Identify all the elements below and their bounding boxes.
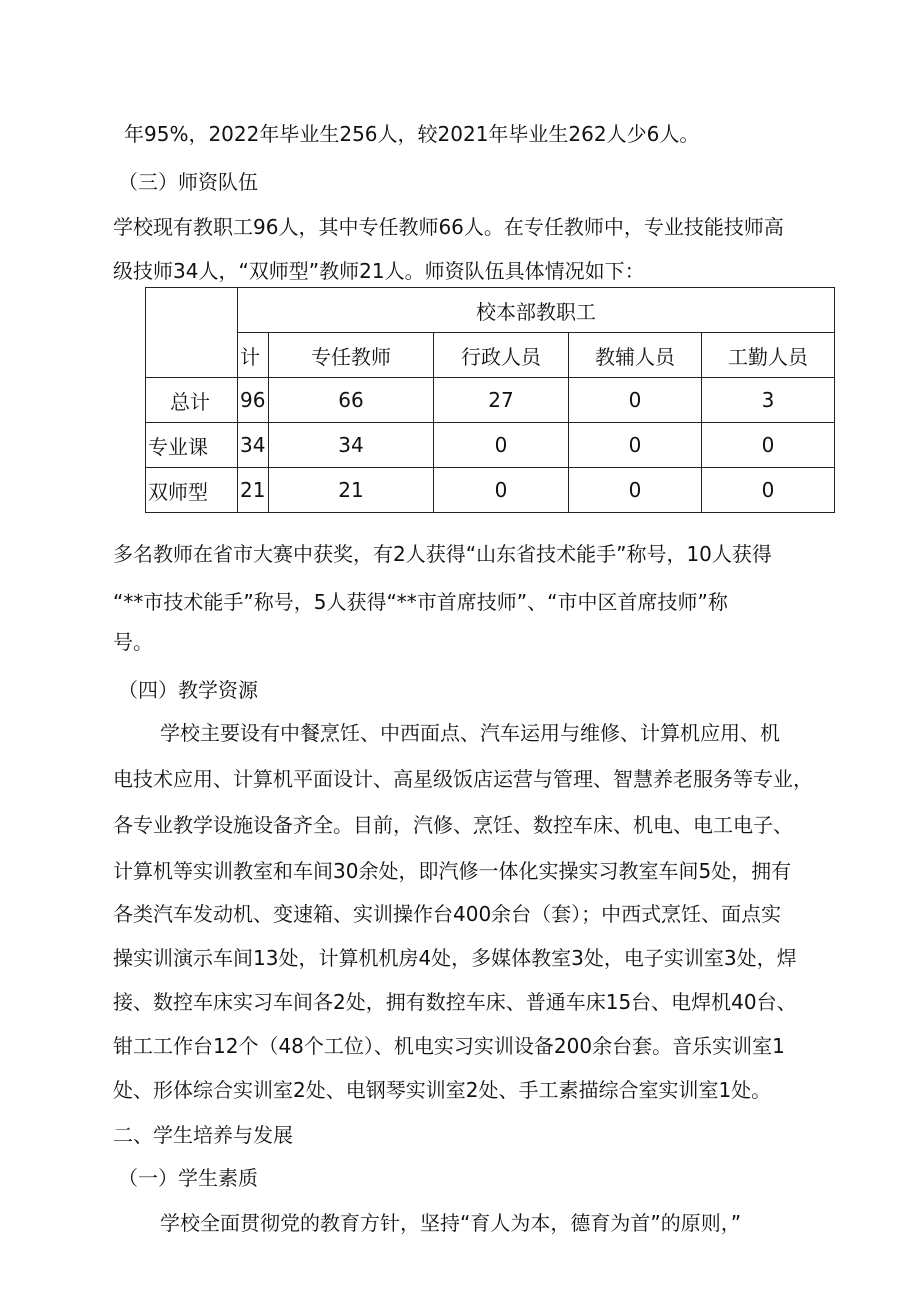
- table-group-header: 校本部教职工: [238, 288, 835, 333]
- table-cell: 21: [238, 468, 269, 513]
- paragraph-resources-line7: 接、数控车床实习车间各2处，拥有数控车床、普通车床15台、电焊机40台、: [113, 990, 797, 1014]
- row-label: 专业课: [146, 423, 238, 468]
- heading-teaching-staff: （三）师资队伍: [118, 170, 258, 194]
- table-cell: 66: [269, 378, 434, 423]
- table-row: [146, 423, 835, 468]
- column-header: 计: [238, 333, 269, 378]
- paragraph-awards-line2: “**市技术能手”称号，5人获得“**市首席技师”、“市中区首席技师”称: [113, 590, 728, 614]
- paragraph-resources-line4: 计算机等实训教室和车间30余处，即汽修一体化实操实习教室车间5处，拥有: [113, 859, 792, 883]
- paragraph-resources-line6: 操实训演示车间13处，计算机机房4处，多媒体教室3处，电子实训室3处，焊: [113, 946, 797, 970]
- table-header-row: [146, 333, 835, 378]
- staff-table: [145, 287, 835, 513]
- paragraph-student-quality: 学校全面贯彻党的教育方针，坚持“育人为本，德育为首”的原则，”: [160, 1211, 742, 1235]
- table-cell: 0: [569, 468, 702, 513]
- table-cell: 27: [434, 378, 569, 423]
- table-cell: 0: [434, 423, 569, 468]
- table-cell: 34: [269, 423, 434, 468]
- table-cell: 0: [434, 468, 569, 513]
- column-header: 教辅人员: [569, 333, 702, 378]
- table-corner-cell: [146, 288, 238, 378]
- table-cell: 0: [702, 468, 835, 513]
- table-cell: 0: [569, 423, 702, 468]
- paragraph-awards-line3: 号。: [113, 630, 153, 654]
- paragraph-resources-line1: 学校主要设有中餐烹饪、中西面点、汽车运用与维修、计算机应用、机: [160, 721, 780, 745]
- column-header: 行政人员: [434, 333, 569, 378]
- table-cell: 96: [238, 378, 269, 423]
- paragraph-staff-line2: 级技师34人，“双师型”教师21人。师资队伍具体情况如下：: [113, 259, 645, 283]
- table-header-row-group: [146, 288, 835, 333]
- paragraph-resources-line2: 电技术应用、计算机平面设计、高星级饭店运营与管理、智慧养老服务等专业，: [113, 767, 813, 791]
- table-row: [146, 378, 835, 423]
- column-header: 专任教师: [269, 333, 434, 378]
- table-cell: 21: [269, 468, 434, 513]
- table-cell: 0: [702, 423, 835, 468]
- heading-teaching-resources: （四）教学资源: [118, 678, 258, 702]
- row-label: 双师型: [146, 468, 238, 513]
- heading-section-two: 二、学生培养与发展: [113, 1123, 293, 1147]
- heading-student-quality: （一）学生素质: [118, 1166, 258, 1190]
- paragraph-resources-line9: 处、形体综合实训室2处、电钢琴实训室2处、手工素描综合室实训室1处。: [113, 1078, 772, 1102]
- paragraph-staff-line1: 学校现有教职工96人，其中专任教师66人。在专任教师中，专业技能技师高: [113, 215, 784, 239]
- table-row: [146, 468, 835, 513]
- paragraph-resources-line8: 钳工工作台12个（48个工位）、机电实习实训设备200余台套。音乐实训室1: [113, 1034, 785, 1058]
- paragraph-resources-line5: 各类汽车发动机、变速箱、实训操作台400余台（套）；中西式烹饪、面点实: [113, 902, 782, 926]
- paragraph-resources-line3: 各专业教学设施设备齐全。目前，汽修、烹饪、数控车床、机电、电工电子、: [113, 813, 793, 837]
- table-cell: 34: [238, 423, 269, 468]
- paragraph-graduates: 年95%，2022年毕业生256人，较2021年毕业生262人少6人。: [124, 122, 700, 146]
- paragraph-awards-line1: 多名教师在省市大赛中获奖，有2人获得“山东省技术能手”称号，10人获得: [113, 542, 772, 566]
- row-label: 总计: [146, 378, 238, 423]
- table-cell: 3: [702, 378, 835, 423]
- column-header: 工勤人员: [702, 333, 835, 378]
- table-cell: 0: [569, 378, 702, 423]
